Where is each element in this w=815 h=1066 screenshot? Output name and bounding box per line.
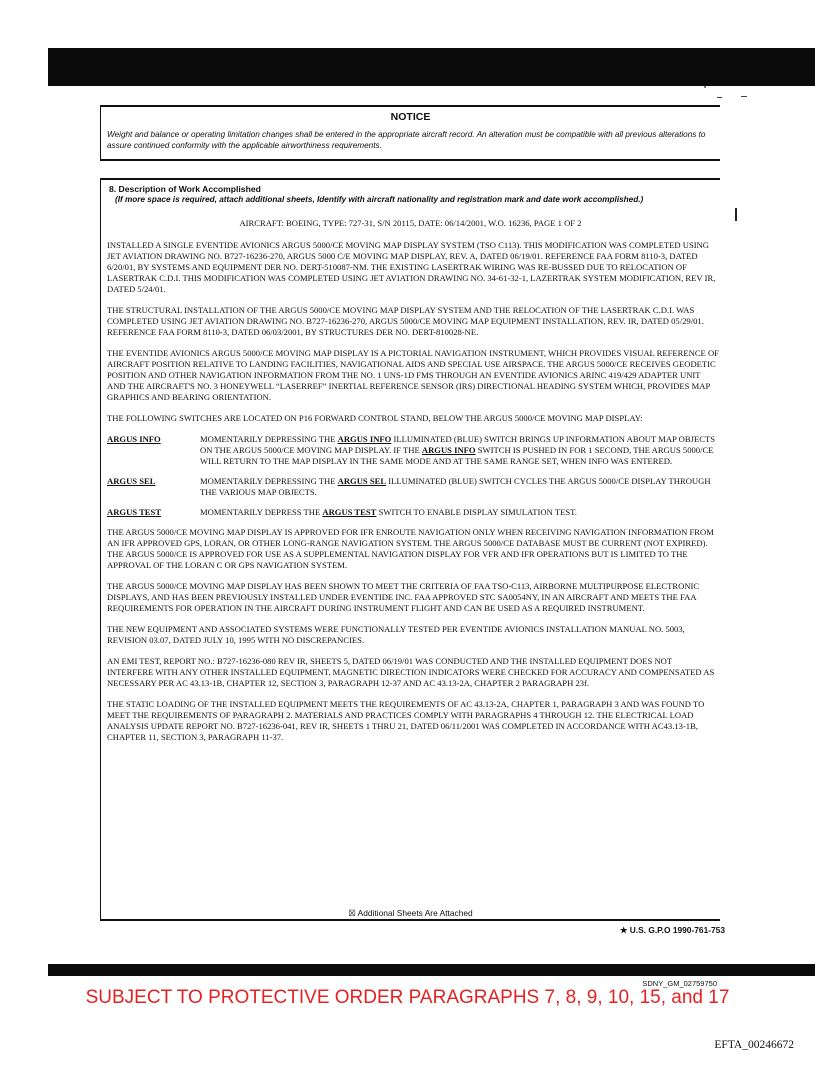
additional-sheets-checkbox: ☒ Additional Sheets Are Attached <box>348 908 473 918</box>
work-content <box>107 240 719 753</box>
paragraph-tso: THE ARGUS 5000/CE MOVING MAP DISPLAY HAS BEEN SHOWN TO MEET THE CRITERIA OF FAA TSO-C113, AIRBORNE MULTIPURPOSE ELECTRONIC DISPLAYS, AND HAS BEEN PREVIOUSLY INSTALLED UNDER EVENTIDE INC. FAA APPROVED STC SA0054NY, IN AN AIRCRAFT AND MEETS THE FAA REQUIREMENTS FOR OPERATION IN THE AIRCRAFT DURING INSTRUMENT FLIGHT AND CAN BE USED AS A REQUIRED INSTRUMENT. <box>107 581 700 613</box>
scan-top-bar <box>48 48 815 86</box>
paragraph-emi: AN EMI TEST, REPORT NO.: B727-16236-080 REV IR, SHEETS 5, DATED 06/19/01 WAS CONDUCTED AND THE INSTALLED EQUIPMENT DOES NOT INTERFERE WITH ANY OTHER INSTALLED EQUIPMENT. MAGNETIC DIRECTION INDICATORS WERE CHECKED FOR ACCURACY AND COMPENSATED AS NECESSARY PER AC 43.13-1B, CHAPTER 12, SECTION 3, PARAGRAPH 12-37 AND AC 43.13-2A, CHAPTER 2 PARAGRAPH 23f. <box>107 656 715 688</box>
switch-description: MOMENTARILY DEPRESSING THE ARGUS INFO ILLUMINATED (BLUE) SWITCH BRINGS UP INFORMATION ABOUT MAP OBJECTS ON THE ARGUS 5000/CE MOVING MAP DISPLAY. IF THE ARGUS INFO SWITCH IS PUSHED IN FOR 1 SECOND, THE ARGUS 5000/CE WILL RETURN TO THE MAP DISPLAY IN THE SAME MODE AND AT THE SAME RANGE SET, WHEN INFO WAS ENTERED. <box>200 434 715 466</box>
paragraph-description: THE EVENTIDE AVIONICS ARGUS 5000/CE MOVING MAP DISPLAY IS A PICTORIAL NAVIGATION INSTRUMENT, WHICH PROVIDES VISUAL REFERENCE OF AIRCRAFT POSITION RELATIVE TO LANDING FACILITIES, NAVIGATIONAL AIDS AND SPECIAL USE AIRSPACE. THE ARGUS 5000/CE RECEIVES GEODETIC POSITION AND OTHER NAVIGATION INFORMATION FROM THE NO. 1 UNS-1D FMS THROUGH AN EVENTIDE AVIONICS ARINC 419/429 ADAPTER UNIT AND THE AIRCRAFT'S NO. 3 HONEYWELL “LASERREF” INERTIAL REFERENCE SENSOR (IRS) DIRECTIONAL HEADING SYSTEM WHICH, PROVIDES MAP GRAPHICS AND BEARING ORIENTATION. <box>107 348 719 402</box>
aircraft-line: AIRCRAFT: BOEING, TYPE: 727-31, S/N 20115, DATE: 06/14/2001, W.O. 16236, PAGE 1 OF 2 <box>239 218 582 228</box>
section-heading: 8. Description of Work Accomplished <box>109 184 261 194</box>
switch-key: ARGUS SEL <box>107 476 156 486</box>
notice-title: NOTICE <box>390 111 431 123</box>
switch-row-argus-test <box>107 507 719 518</box>
notice-text: Weight and balance or operating limitation changes shall be entered in the appropriate aircraft record. An alteration must be compatible with all previous alterations to assure continued conformity with the applicable airworthiness requirements. <box>107 130 706 150</box>
paragraph-testing: THE NEW EQUIPMENT AND ASSOCIATED SYSTEMS WERE FUNCTIONALLY TESTED PER EVENTIDE AVIONICS INSTALLATION MANUAL NO. 5003, REVISION 03.07, DATED JULY 10, 1995 WITH NO DISCREPANCIES. <box>107 624 685 645</box>
switch-key: ARGUS TEST <box>107 507 162 517</box>
bates-number: SDNY_GM_02759750 <box>642 979 717 988</box>
switch-key: ARGUS INFO <box>107 434 161 444</box>
switch-description: MOMENTARILY DEPRESS THE ARGUS TEST SWITCH TO ENABLE DISPLAY SIMULATION TEST. <box>200 507 577 517</box>
switch-row-argus-info <box>107 434 719 467</box>
protective-order-stamp: SUBJECT TO PROTECTIVE ORDER PARAGRAPHS 7, 8, 9, 10, 15, and 17 <box>85 987 730 1008</box>
section-instructions: (If more space is required, attach additional sheets, Identify with aircraft nationality and registration mark and date work accomplished.) <box>115 195 644 204</box>
paragraph-static-loading: THE STATIC LOADING OF THE INSTALLED EQUIPMENT MEETS THE REQUIREMENTS OF AC 43.13-2A, CHAPTER 1, PARAGRAPH 3 AND WAS FOUND TO MEET THE REQUIREMENTS OF PARAGRAPH 2. MATERIALS AND PRACTICES COMPLY WITH PARAGRAPHS 4 THROUGH 12. THE ELECTRICAL LOAD ANALYSIS UPDATE REPORT NO. B727-16236-041, REV IR, SHEETS 1 THRU 21, DATED 06/11/2001 WAS COMPLETED IN ACCORDANCE WITH AC43.13-1B, CHAPTER 11, SECTION 3, PARAGRAPH 11-37. <box>107 699 705 742</box>
switch-row-argus-sel <box>107 476 719 498</box>
margin-mark <box>735 208 737 221</box>
scan-mark <box>717 97 722 98</box>
scan-mark <box>741 96 747 97</box>
paragraph-installation: INSTALLED A SINGLE EVENTIDE AVIONICS ARGUS 5000/CE MOVING MAP DISPLAY SYSTEM (TSO C113). THIS MODIFICATION WAS COMPLETED USING JET AVIATION DRAWING NO. B727-16236-270, ARGUS 5000 C/E MOVING MAP DISPLAY, REV. A, DATED 06/19/01. REFERENCE FAA FORM 8110-3, DATED 6/20/01, BY SYSTEMS AND EQUIPMENT DER NO. DERT-510087-NM. THE EXISTING LASERTRAK WIRING WAS RE-BUSSED DUE TO RELOCATION OF LASERTRAK C.D.I. THIS MODIFICATION WAS COMPLETED USING JET AVIATION DRAWING NO. 34-61-32-1, LAZERTRAK SYSTEM MODIFICATION, REV IR, DATED 5/24/01. <box>107 240 716 294</box>
paragraph-approval: THE ARGUS 5000/CE MOVING MAP DISPLAY IS APPROVED FOR IFR ENROUTE NAVIGATION ONLY WHEN RECEIVING NAVIGATION INFORMATION FROM AN IFR APPROVED GPS, LORAN, OR OTHER LONG-RANGE NAVIGATION SYSTEM. THE ARGUS 5000/CE DATABASE MUST BE CURRENT (NOT EXPIRED). THE ARGUS 5000/CE IS APPROVED FOR USE AS A SUPPLEMENTAL NAVIGATION DISPLAY FOR VFR AND IFR OPERATIONS BUT IS LIMITED TO THE APPROVAL OF THE LORAN C OR GPS NAVIGATION SYSTEM. <box>107 527 714 570</box>
scan-speck <box>704 86 706 88</box>
gpo-line: ★ U.S. G.P.O 1990-761-753 <box>619 925 725 935</box>
scan-bottom-bar <box>48 964 815 976</box>
switches-intro: THE FOLLOWING SWITCHES ARE LOCATED ON P16 FORWARD CONTROL STAND, BELOW THE ARGUS 5000/CE MOVING MAP DISPLAY: <box>107 413 643 423</box>
paragraph-structural: THE STRUCTURAL INSTALLATION OF THE ARGUS 5000/CE MOVING MAP DISPLAY SYSTEM AND THE RELOCATION OF THE LASERTRAK C.D.I. WAS COMPLETED USING JET AVIATION DRAWING NO. B727-16236-270, ARGUS 5000/CE MOVING MAP EQUIPMENT INSTALLATION, REV. IR, DATED 05/29/01. REFERENCE FAA FORM 8110-3, DATED 06/03/2001, BY STRUCTURES DER NO. DERT-810028-NE. <box>107 305 704 337</box>
efta-number: EFTA_00246672 <box>714 1039 794 1051</box>
work-description-box <box>100 178 720 921</box>
switch-description: MOMENTARILY DEPRESSING THE ARGUS SEL ILLUMINATED (BLUE) SWITCH CYCLES THE ARGUS 5000/CE DISPLAY THROUGH THE VARIOUS MAP OBJECTS. <box>200 476 711 497</box>
notice-box <box>100 105 720 161</box>
